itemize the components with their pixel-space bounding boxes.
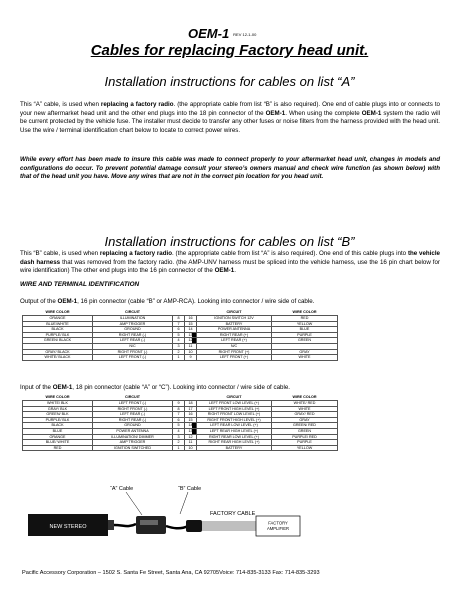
oem1-module-label-plate [140,520,158,525]
pin-cell: 6 [173,327,185,333]
header-circuit: CIRCUIT [125,310,140,314]
circuit-cell: AMP TRIGGER [93,321,173,327]
circuit-cell: RIGHT FRONT HIGH LEVEL (+) [197,417,272,423]
circuit-cell: ILLUMINATION/ DIMMER [93,434,173,440]
pin-cell: 7 [173,412,185,418]
circuit-cell: LEFT REAR (-) [93,412,173,418]
pin-cell: 5 [173,332,185,338]
pin-cell: 16 [185,316,197,322]
circuit-cell: RIGHT FRONT LOW LEVEL (+) [197,412,272,418]
wire-color-cell: BLUE [272,327,338,333]
circuit-cell: ILLUMINATION [93,316,173,322]
pin-cell: 4 [173,338,185,344]
circuit-cell: LEFT REAR (+) [197,338,272,344]
pin-cell: 2 [173,349,185,355]
circuit-cell: LEFT FRONT (+) [197,355,272,361]
circuit-cell: BATTERY [197,321,272,327]
circuit-cell: N/C [197,343,272,349]
wire-color-cell: GREEN [272,338,338,344]
pin-cell: 14 [185,327,197,333]
wire-color-cell: GREEN/ BLACK [23,338,93,344]
header-circuit: CIRCUIT [226,395,242,399]
section-a-paragraph-1: This “A” cable, is used when replacing a factory radio. (the appropriate cable from list “B” is also required). One end of cable plugs into or connects to your new aftermarket head unit and the other end plugs into the 18 pin connector of the OEM-1. When using the complete OEM-1 system the radio will be current protected by the vehicle fuse. The installer must decide to transfer any other fuses or noise filters from the harness provided with the head unit. Use the wire / terminal identification chart below to locate to correct power wires. [20,101,440,134]
circuit-cell: AMP TRIGGER [93,440,173,446]
section-b-title: Installation instructions for cables on list “B” [104,234,355,249]
pin-cell: 16 [185,412,197,418]
wire-color-cell: ORANGE [23,434,93,440]
pin-cell: 1 [173,445,185,451]
revision-label: REV 12-1-00 [233,32,257,38]
wire-color-cell: BLUE/WHITE [23,321,93,327]
header-circuit: CIRCUIT [226,310,242,314]
product-label: OEM-1 [188,26,230,41]
circuit-cell: POWER ANTENNA [93,428,173,434]
cable-connection-diagram [20,480,440,560]
pin-cell: 1 [173,355,185,361]
pin-cell: 4 [173,428,185,434]
pin-cell: 15 [185,321,197,327]
stereo-rear-plug [108,520,114,530]
wire-color-cell: BLACK [23,327,93,333]
wire-color-cell: PURPLE/ RED [272,434,338,440]
wire-color-cell: PURPLE [272,440,338,446]
new-stereo-label: NEW STEREO [49,524,87,530]
pin-cell: 9 [185,355,197,361]
wire-color-cell: GRAY [272,349,338,355]
circuit-cell: LEFT REAR (-) [93,338,173,344]
circuit-cell: LEFT REAR HIGH LEVEL (+) [197,428,272,434]
circuit-cell: LEFT FRONT (-) [93,355,173,361]
pin-cell: 9 [173,401,185,407]
wire-color-cell: YELLOW [272,445,338,451]
header-wire-color: WIRE COLOR [292,310,317,314]
pin-cell: 3 [173,343,185,349]
page-title: Cables for replacing Factory head unit. [90,42,369,59]
a-cable-leader-line [126,492,142,515]
wire-color-cell: PURPLE/ BLK [23,417,93,423]
wire-color-cell: BLACK [23,423,93,429]
pin-cell: 10 [185,445,197,451]
b-cable-label: “B” Cable [178,486,202,492]
wire-color-cell: RED [272,316,338,322]
pin-cell: 7 [173,321,185,327]
wire-color-cell: GREEN [272,428,338,434]
circuit-cell: IGNITION SWITCHED [93,445,173,451]
factory-amplifier-label: AMPLIFIER [266,526,290,531]
circuit-cell: RIGHT REAR (-) [93,332,173,338]
table-row [23,445,338,451]
product-name [188,26,256,41]
wire-color-cell: YELLOW [272,321,338,327]
pin-cell: 6 [173,417,185,423]
circuit-cell: IGNITION SWITCH 12V [197,316,272,322]
circuit-cell: RIGHT FRONT (+) [197,349,272,355]
wire-color-cell: PURPLE/ BLK [23,332,93,338]
circuit-cell: LEFT FRONT (-) [93,401,173,407]
circuit-cell: GROUND [93,423,173,429]
pin-cell: 11 [185,440,197,446]
circuit-cell: LEFT REAR LOW LEVEL (+) [197,423,272,429]
wire-color-cell: WHITE [272,355,338,361]
wire-identification-title: WIRE AND TERMINAL IDENTIFICATION [20,281,140,288]
pin-cell: 18 [185,401,197,407]
wire-color-cell: GREEN/ BLK [23,412,93,418]
pin-cell: 10 [185,349,197,355]
wire-color-cell: BLUE/ WHITE [23,440,93,446]
wire-color-cell: RED [23,445,93,451]
circuit-cell: RIGHT REAR HIGH LEVEL (+) [197,440,272,446]
output-table-caption: Output of the OEM-1, 16 pin connector (cable “B” or AMP-RCA). Looking into connector / wire side of cable. [20,298,315,305]
section-b-paragraph-1: This “B” cable, is used when replacing a factory radio. (the appropriate cable from list “A” is also required). One end of this cable plugs into the vehicle dash harness that was removed from the factory radio. (the AMP-UNV harness must be spliced into the vehicle harness, use the 16 pin chart below for wire identification) The other end plugs into the 16 pin connector of the OEM-1. [20,250,440,275]
pin-cell: 12 [185,434,197,440]
circuit-cell: LEFT FRONT LOW LEVEL (+) [197,401,272,407]
a-cable-wire [114,524,136,526]
pin-cell: 13 [185,428,197,434]
header-circuit: CIRCUIT [125,395,140,399]
wire-color-cell: GRAY/ BLACK [23,349,93,355]
output-wire-table [22,309,338,361]
pin-cell: 8 [173,406,185,412]
input-table-caption: Input of the OEM-1, 18 pin connector (cable “A” or “C”). Looking into connector / wire side of cable. [20,384,290,391]
circuit-cell: LEFT FRONT HIGH LEVEL (+) [197,406,272,412]
pin-cell: 3 [173,434,185,440]
factory-cable-label: FACTORY CABLE [210,511,256,517]
circuit-cell: RIGHT REAR (-) [93,417,173,423]
b-cable-leader-line [180,492,188,514]
pin-cell: 14 [185,423,197,429]
section-a-title: Installation instructions for cables on list “A” [104,74,355,89]
wire-color-cell: GREEN/ RED [272,423,338,429]
header-wire-color: WIRE COLOR [292,395,317,399]
circuit-cell: N/C [93,343,173,349]
wire-color-cell: ORANGE [23,316,93,322]
b-cable-connector [186,520,202,532]
header-wire-color: WIRE COLOR [45,395,70,399]
wire-color-cell: GRAY [272,417,338,423]
input-wire-table [22,394,338,451]
circuit-cell: RIGHT FRONT (-) [93,349,173,355]
circuit-cell: GROUND [93,327,173,333]
wire-color-cell: WHITE/ BLK [23,401,93,407]
circuit-cell: POWER ANTENNA [197,327,272,333]
pin-cell: 12 [185,338,197,344]
wire-color-cell: GRAY/ RED [272,412,338,418]
table-row [23,355,338,361]
wire-color-cell: WHITE [272,406,338,412]
circuit-cell: BATTERY [197,445,272,451]
section-a-paragraph-2: While every effort has been made to insure this cable was made to connect properly to your aftermarket head unit, changes in models and configurations do occur. To prevent potential damage consult your stereo’s owners manual and check wire function (as shown below) with that of the head unit you have. Move any wires that are not in the correct pin location for you head unit. [20,156,440,181]
b-cable-wire [166,526,188,528]
footer-contact: Pacific Accessory Corporation – 1502 S. Santa Fe Street, Santa Ana, CA 92705Voice: 714-835-3133 Fax: 714-835-3293 [22,570,320,576]
factory-amplifier-label: FACTORY [268,520,288,526]
circuit-cell: RIGHT REAR (+) [197,332,272,338]
pin-cell: 2 [173,440,185,446]
pin-cell: 17 [185,406,197,412]
circuit-cell: RIGHT REAR LOW LEVEL (+) [197,434,272,440]
wire-color-cell: WHITE/ RED [272,401,338,407]
circuit-cell: RIGHT FRONT (-) [93,406,173,412]
pin-cell: 8 [173,316,185,322]
pin-cell: 15 [185,417,197,423]
wire-color-cell: BLUE [23,428,93,434]
pin-cell: 5 [173,423,185,429]
pin-cell: 13 [185,332,197,338]
a-cable-label: “A” Cable [110,486,134,492]
header-wire-color: WIRE COLOR [45,310,70,314]
wire-color-cell: PURPLE [272,332,338,338]
wire-color-cell: WHITE/ BLACK [23,355,93,361]
pin-cell: 11 [185,343,197,349]
wire-color-cell: GRAY/ BLK [23,406,93,412]
